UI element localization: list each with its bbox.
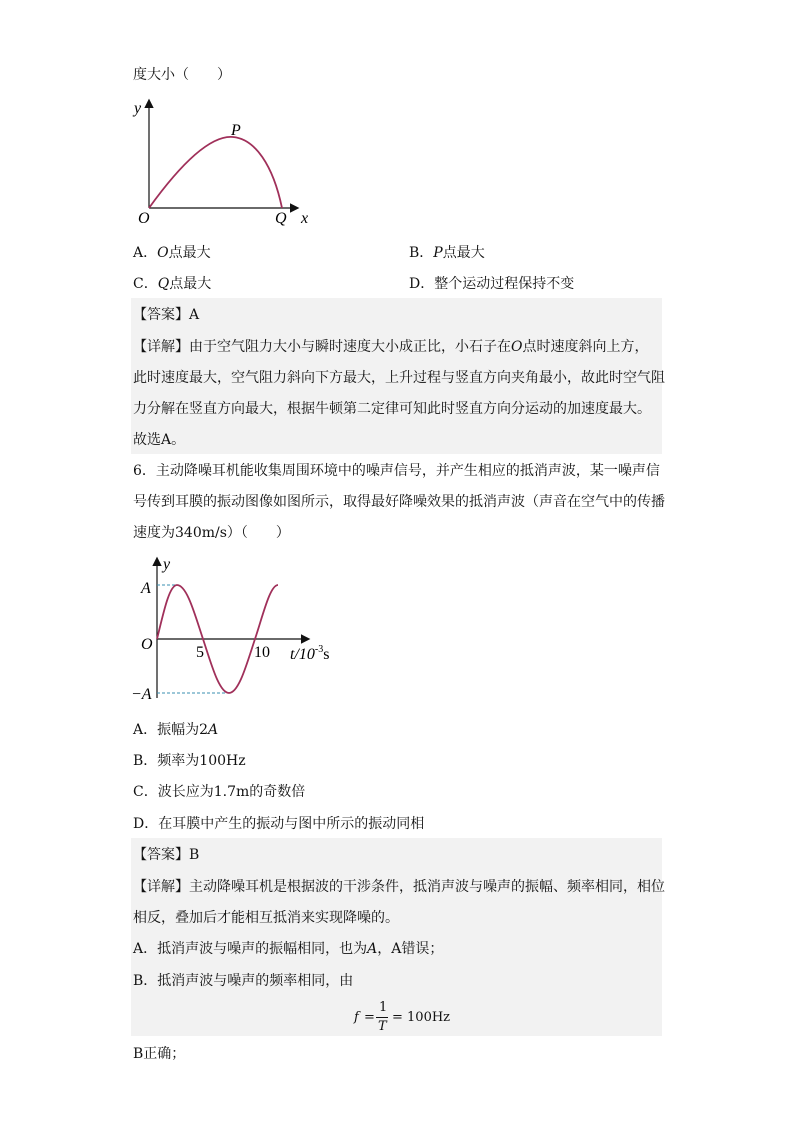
q6-option-b: B．频率为100Hz [133, 753, 246, 769]
q5-option-c: C．Q点最大 [133, 276, 212, 292]
q6-stem-line1: 6．主动降噪耳机能收集周围环境中的噪声信号，并产生相应的抵消声波，某一噪声信 [133, 463, 660, 479]
q5-detail-line1: 【详解】由于空气阻力大小与瞬时速度大小成正比，小石子在O点时速度斜向上方， [133, 339, 649, 355]
q5-origin-label: O [138, 210, 150, 227]
q5-peak-label: P [231, 122, 241, 139]
q5-trajectory-figure [125, 95, 325, 235]
q6-option-c: C．波长应为1.7m的奇数倍 [133, 784, 306, 800]
q6-origin-label: O [141, 636, 153, 653]
q6-tick-5: 5 [196, 644, 204, 661]
q6-y-label: y [163, 556, 171, 573]
q6-stem-line2: 号传到耳膜的振动图像如图所示，取得最好降噪效果的抵消声波（声音在空气中的传播 [133, 494, 665, 510]
q5-trajectory-curve [149, 137, 282, 208]
q6-b-correct: B正确； [133, 1046, 186, 1062]
q5-option-b: B．P点最大 [409, 245, 485, 261]
q6-option-d: D．在耳膜中产生的振动与图中所示的振动同相 [133, 816, 425, 832]
q6-tick-10: 10 [254, 644, 270, 661]
q6-detail-line2: 相反，叠加后才能相互抵消来实现降噪的。 [133, 910, 399, 926]
q5-answer: 【答案】A [133, 307, 200, 323]
q6-stem-line3: 速度为340m/s）（ ） [133, 525, 290, 541]
fraction-bar [376, 1017, 388, 1018]
q5-detail-line3: 力分解在竖直方向最大，根据牛顿第二定律可知此时竖直方向分运动的加速度最大。 [133, 401, 651, 417]
q6-detail-b: B．抵消声波与噪声的频率相同，由 [133, 973, 354, 989]
q5-option-a: A．O点最大 [133, 245, 211, 261]
q6-option-a: A．振幅为2A [133, 722, 219, 738]
q6-detail-a: A．抵消声波与噪声的振幅相同，也为A，A错误； [133, 941, 444, 957]
q5-option-d: D．整个运动过程保持不变 [409, 276, 575, 292]
q6-amp-neg-label: −A [131, 686, 152, 703]
q5-y-label: y [134, 100, 142, 117]
q6-detail-line1: 【详解】主动降噪耳机是根据波的干涉条件，抵消声波与噪声的振幅、频率相同，相位 [133, 879, 665, 895]
q5-end-label: Q [275, 210, 287, 227]
q6-answer: 【答案】B [133, 847, 200, 863]
q6-t-axis-label: $t/10^{-3}s$ [290, 644, 330, 663]
q6-answer-box [131, 838, 662, 1036]
q6-amp-pos-label: A [141, 580, 151, 597]
q5-detail-line2: 此时速度最大，空气阻力斜向下方最大，上升过程与竖直方向夹角最小，故此时空气阻 [133, 370, 665, 386]
q6-vibration-figure [130, 553, 350, 713]
q5-detail-line4: 故选A。 [133, 432, 186, 448]
q5-stem-tail: 度大小（ ） [133, 67, 231, 83]
q5-x-label: x [301, 210, 309, 227]
